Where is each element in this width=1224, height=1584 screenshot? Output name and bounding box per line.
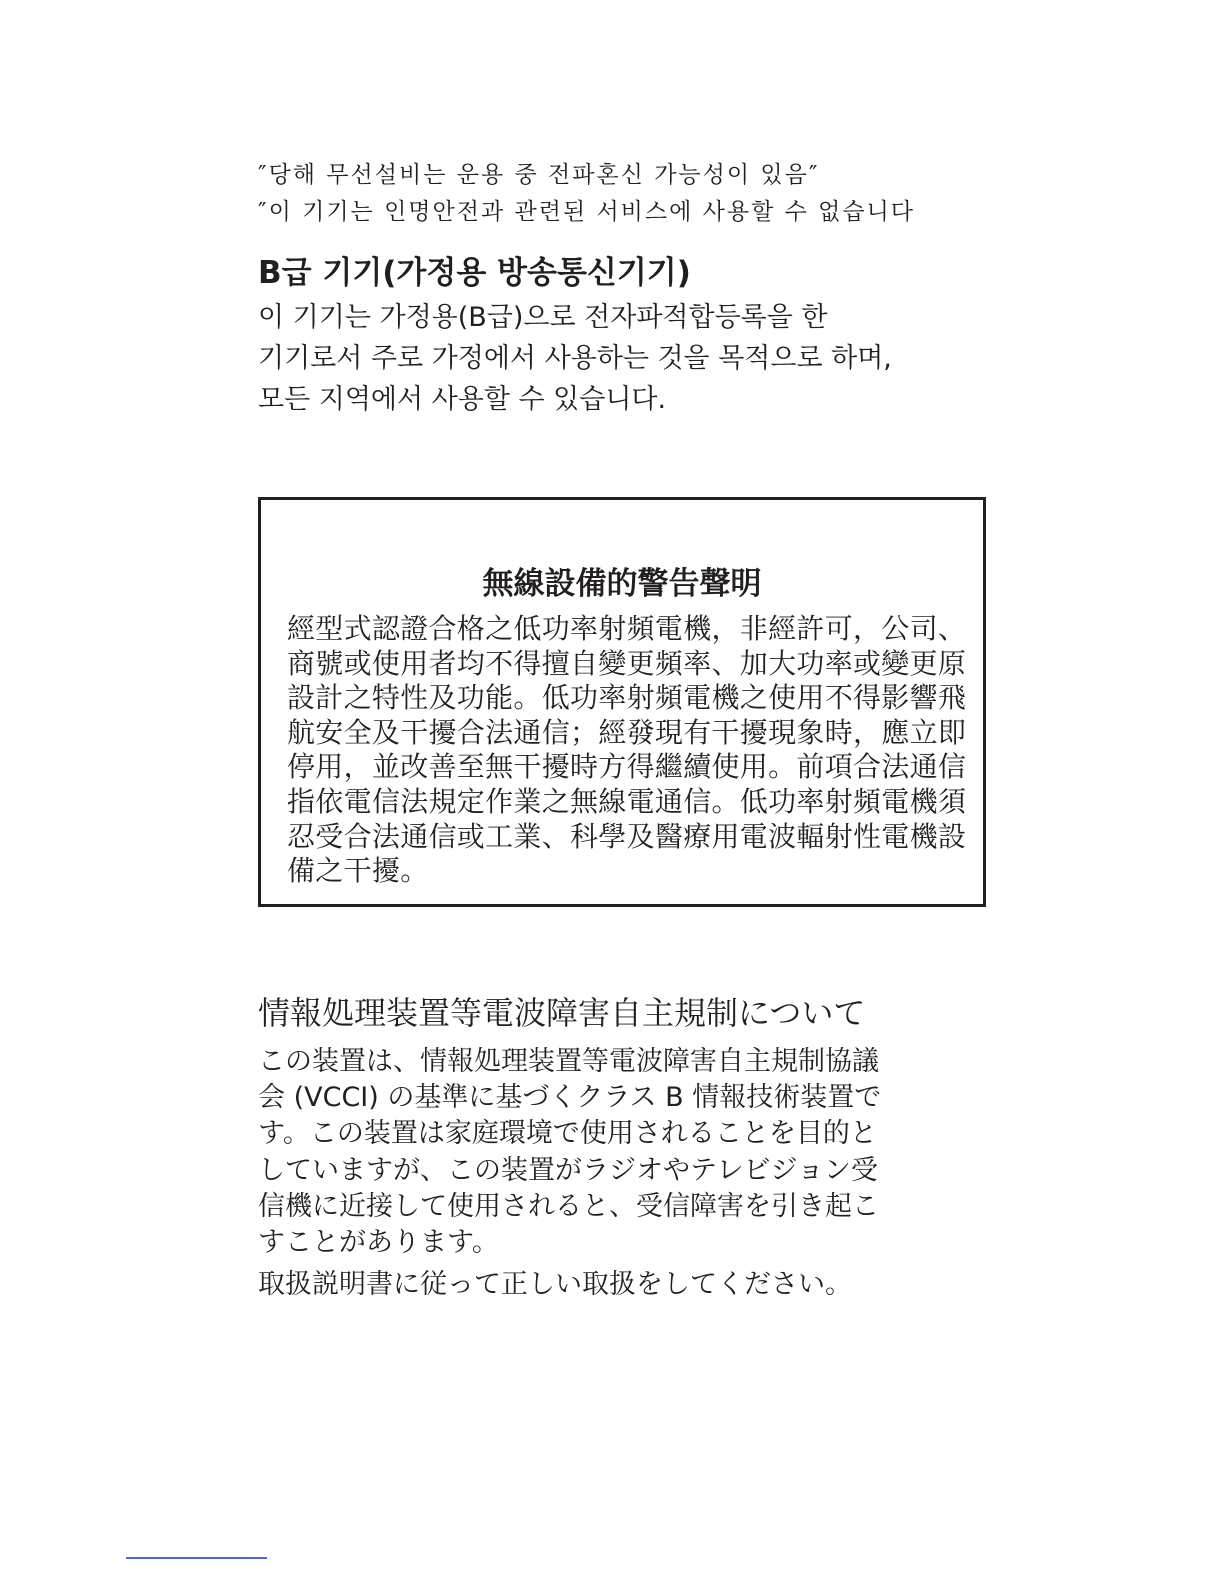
taiwan-body-line: 停用，並改善至無干擾時方得繼續使用。前項合法通信: [287, 750, 967, 784]
japan-vcci-body: [258, 1044, 881, 1261]
taiwan-warning-body: [287, 612, 966, 889]
taiwan-body-line: 設計之特性及功能。低功率射頻電機之使用不得影響飛: [287, 681, 967, 715]
japan-vcci-footer: 取扱説明書に従って正しい取扱をしてください。: [258, 1269, 852, 1300]
taiwan-warning-title: 無線設備的警告聲明: [482, 566, 762, 602]
footnote-rule: [126, 1557, 267, 1559]
taiwan-body-line: 經型式認證合格之低功率射頻電機，非經許可，公司、: [287, 612, 967, 645]
japan-vcci-heading: 情報処理装置等電波障害自主規制について: [258, 994, 866, 1032]
korea-notice-1: ″당해 무선설비는 운용 중 전파혼신 가능성이 있음″: [258, 162, 820, 188]
korea-class-b-heading: B급 기기(가정용 방송통신기기): [258, 255, 691, 291]
japan-body-line: この装置は、情報処理装置等電波障害自主規制協議: [258, 1046, 879, 1077]
korea-class-b-body: [258, 297, 892, 420]
taiwan-body-line: 指依電信法規定作業之無線電通信。低功率射頻電機須: [287, 784, 967, 818]
taiwan-body-line: 航安全及干擾合法通信；經發現有干擾現象時，應立即: [287, 715, 967, 749]
korea-body-line: 이 기기는 가정용(B급)으로 전자파적합등록을 한: [258, 302, 828, 333]
korea-body-line: 모든 지역에서 사용할 수 있습니다.: [258, 384, 667, 415]
taiwan-body-line: 備之干擾。: [287, 854, 429, 888]
japan-body-line: していますが、この装置がラジオやテレビジョン受: [258, 1154, 878, 1186]
taiwan-body-line: 商號或使用者均不得擅自變更頻率、加大功率或變更原: [287, 646, 967, 680]
japan-body-line: 信機に近接して使用されると、受信障害を引き起こ: [258, 1190, 879, 1222]
japan-body-line: すことがあります。: [258, 1227, 499, 1259]
korea-body-line: 기기로서 주로 가정에서 사용하는 것을 목적으로 하며,: [258, 343, 892, 374]
japan-body-line: す。この装置は家庭環境で使用されることを目的と: [258, 1118, 877, 1150]
taiwan-body-line: 忍受合法通信或工業、科學及醫療用電波輻射性電機設: [287, 819, 967, 853]
taiwan-warning-box: [258, 497, 986, 907]
korea-notice-2: ″이 기기는 인명안전과 관련된 서비스에 사용할 수 없습니다: [258, 199, 916, 225]
japan-body-line: 会 (VCCI) の基準に基づくクラス B 情報技術装置で: [258, 1082, 882, 1114]
